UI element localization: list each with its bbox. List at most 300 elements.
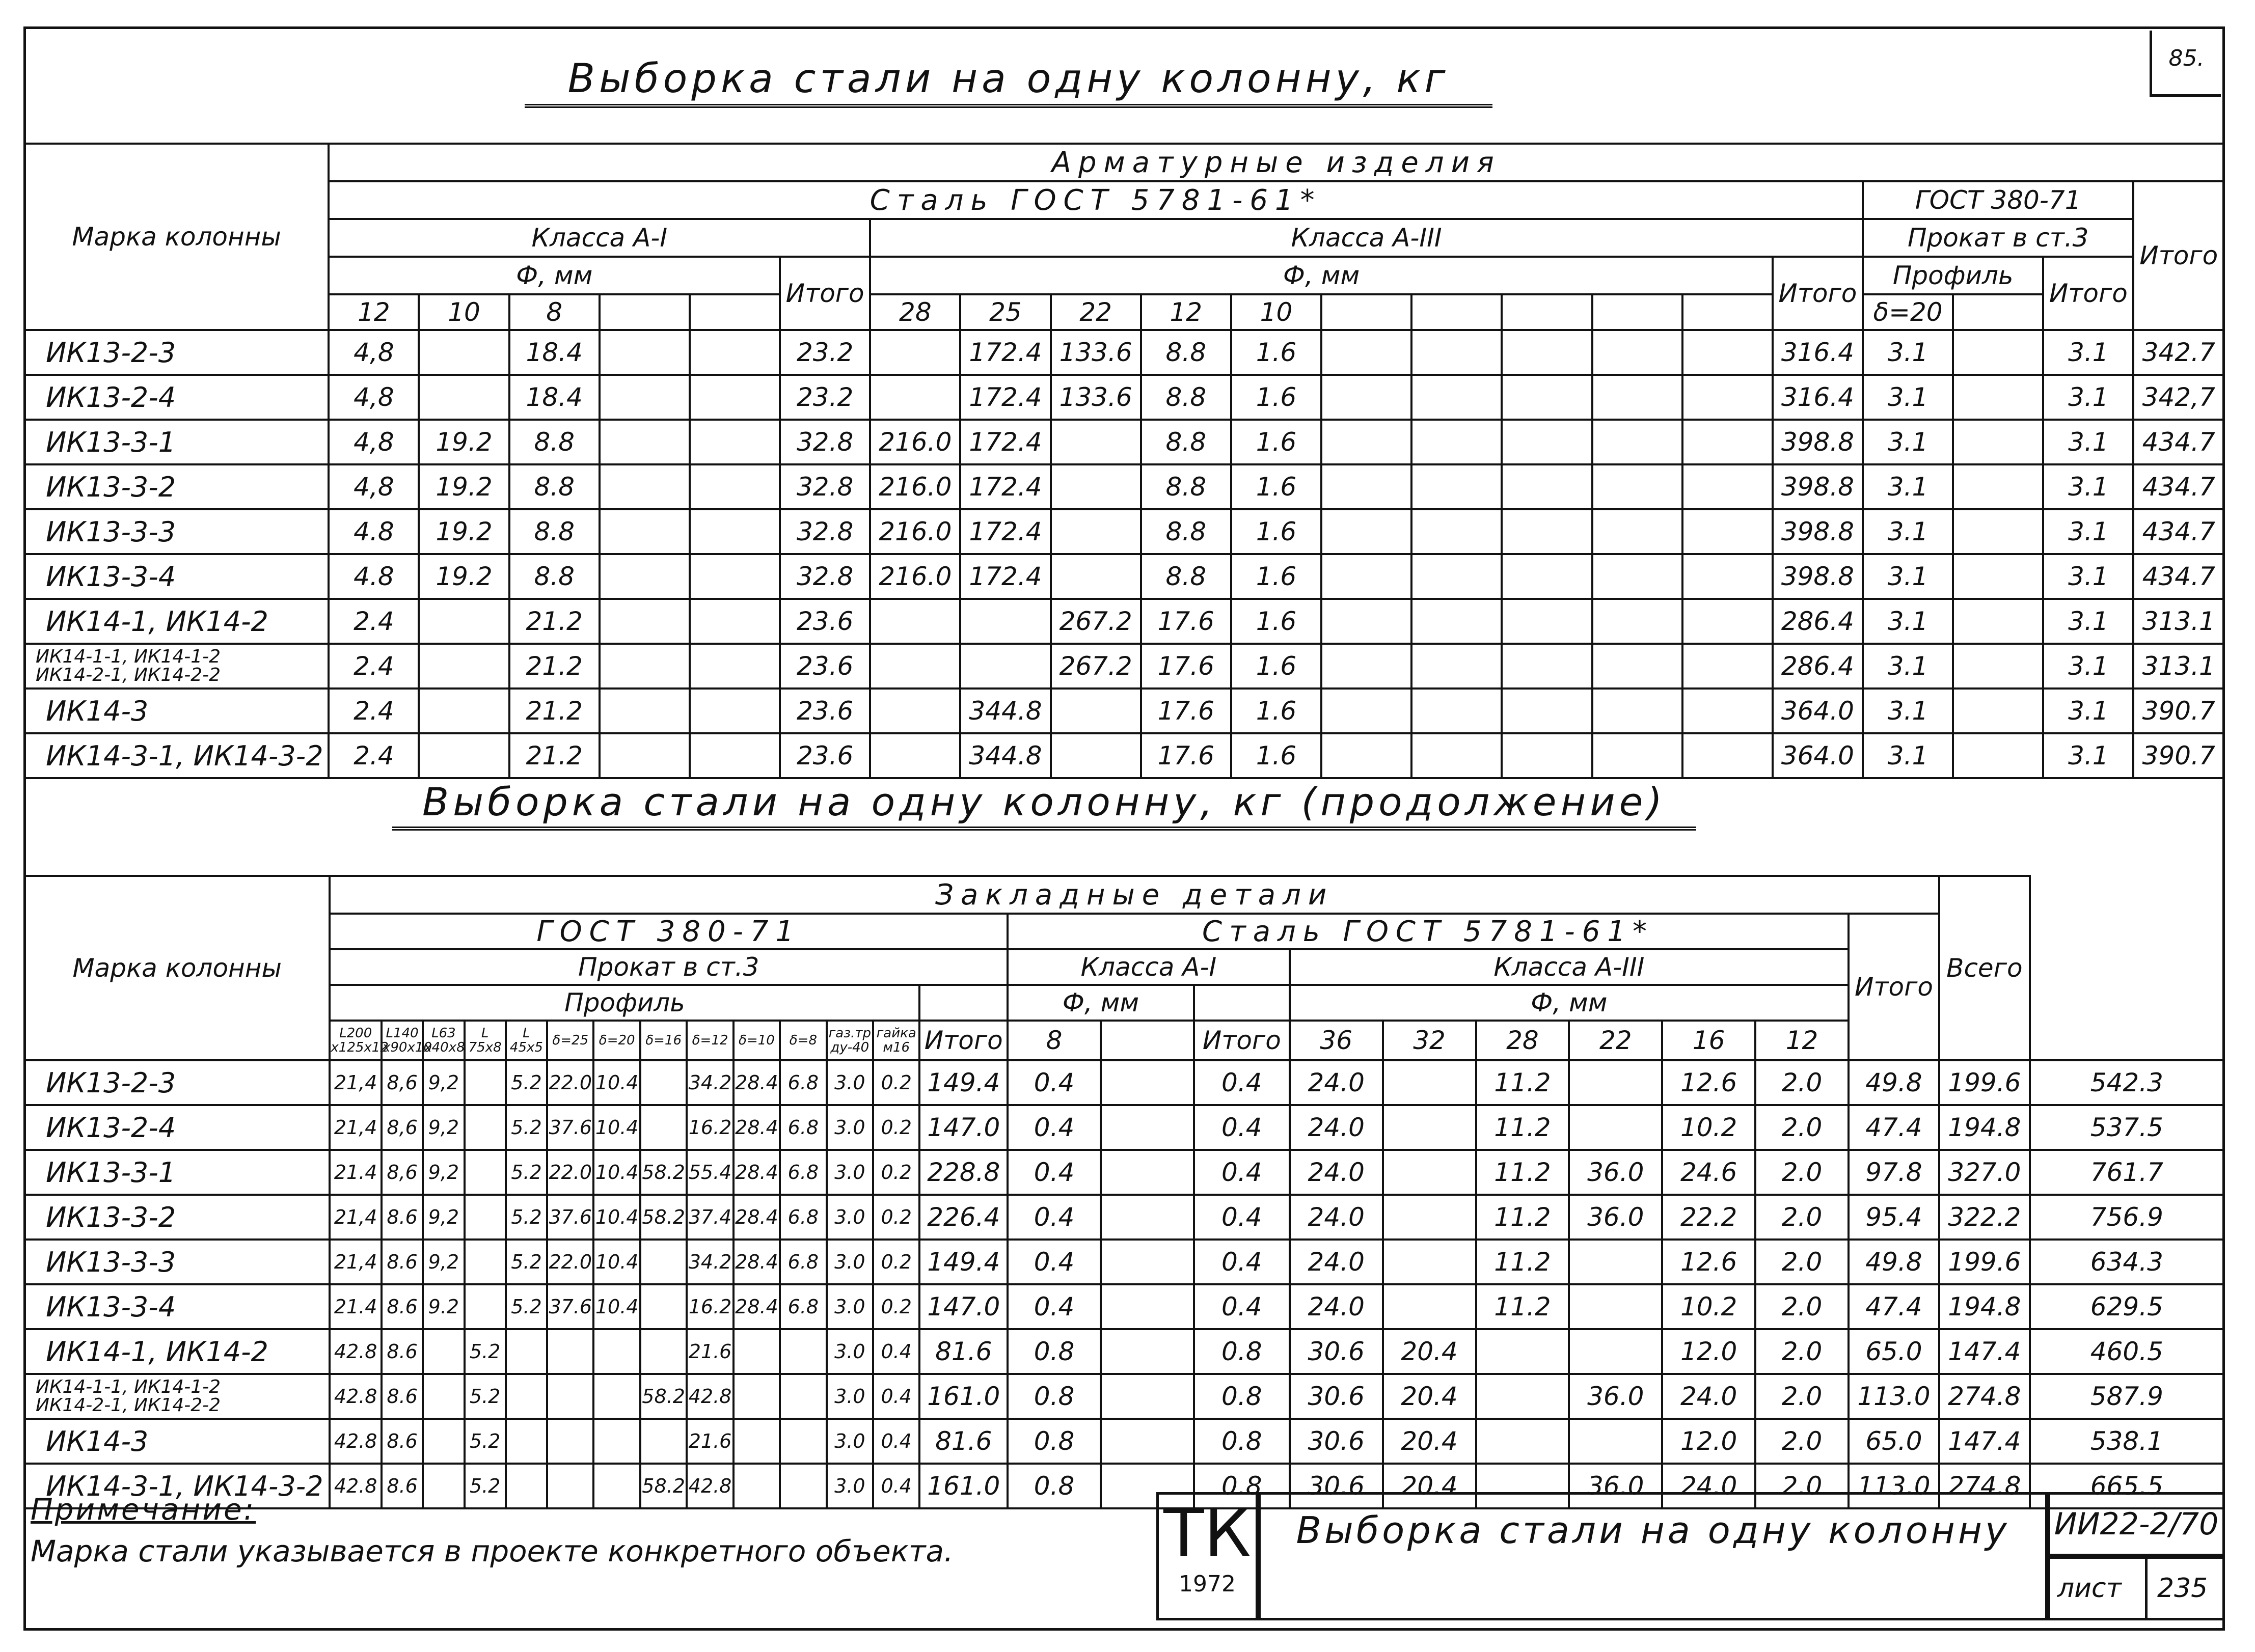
thickness-col: δ=20	[1863, 294, 1953, 330]
value-cell	[870, 330, 960, 375]
profile-col: δ=20	[593, 1021, 640, 1060]
value-cell: 20.4	[1383, 1419, 1476, 1464]
value-cell: 4.8	[329, 554, 419, 599]
value-cell	[600, 420, 690, 464]
profile-col: δ=12	[687, 1021, 733, 1060]
mark-column-header: Марка колонны	[24, 144, 329, 330]
value-cell: 19.2	[419, 464, 509, 509]
subtotal-cell: 161.0	[919, 1374, 1008, 1419]
subtotal-cell: 398.8	[1773, 509, 1863, 554]
row-mark: ИК13-3-2	[24, 1195, 330, 1240]
value-cell	[593, 1374, 640, 1419]
value-cell: 21.2	[509, 689, 600, 733]
value-cell	[1051, 689, 1141, 733]
value-cell	[1502, 689, 1592, 733]
value-cell: 5.2	[506, 1150, 547, 1195]
value-cell: 28.4	[733, 1060, 780, 1105]
prokat-header: Прокат в ст.3	[1863, 219, 2133, 257]
subtotal-cell: 194.8	[1939, 1105, 2030, 1150]
value-cell: 22.2	[1662, 1195, 1755, 1240]
value-cell: 24.0	[1662, 1464, 1755, 1508]
table-row	[24, 375, 2224, 420]
value-cell: 267.2	[1051, 599, 1141, 644]
value-cell: 0.2	[873, 1195, 919, 1240]
value-cell: 16.2	[687, 1105, 733, 1150]
steel-standard-header: Сталь ГОСТ 5781-61*	[1008, 914, 1849, 949]
value-cell: 37.6	[547, 1195, 593, 1240]
subtotal-cell: 398.8	[1773, 554, 1863, 599]
value-cell: 11.2	[1476, 1150, 1569, 1195]
grand-total-header: Всего	[1939, 876, 2030, 1060]
value-cell	[1953, 464, 2043, 509]
profile-col: δ=10	[733, 1021, 780, 1060]
subtotal-cell: 228.8	[919, 1150, 1008, 1195]
value-cell	[465, 1105, 506, 1150]
diameter-col: 8	[509, 294, 600, 330]
total-cell: 390.7	[2133, 733, 2224, 778]
value-cell: 3.0	[827, 1374, 873, 1419]
value-cell	[1592, 599, 1682, 644]
value-cell: 3.1	[1863, 733, 1953, 778]
value-cell: 216.0	[870, 420, 960, 464]
value-cell	[1476, 1374, 1569, 1419]
table-row	[24, 1374, 2224, 1419]
subtotal-cell: 113.0	[1849, 1374, 1939, 1419]
value-cell: 20.4	[1383, 1374, 1476, 1419]
class-a1-header: Класса А-I	[1008, 949, 1290, 985]
diameter-col: 8	[1008, 1021, 1101, 1060]
value-cell	[1592, 733, 1682, 778]
value-cell: 24.0	[1662, 1374, 1755, 1419]
value-cell	[1411, 554, 1502, 599]
subtotal-cell: 23.6	[780, 733, 870, 778]
value-cell	[465, 1240, 506, 1284]
value-cell	[1476, 1329, 1569, 1374]
total-cell: 538.1	[2030, 1419, 2224, 1464]
value-cell	[1502, 599, 1592, 644]
value-cell	[870, 644, 960, 689]
value-cell: 42.8	[687, 1464, 733, 1508]
row-mark: ИК13-3-1	[24, 420, 329, 464]
empty-cell	[1194, 985, 1290, 1021]
value-cell	[640, 1240, 687, 1284]
diameter-col: 28	[870, 294, 960, 330]
value-cell: 21.4	[330, 1284, 382, 1329]
subtotal-cell: 3.1	[2043, 644, 2133, 689]
drawing-code: ИИ22-2/70	[2048, 1492, 2225, 1556]
value-cell: 8,6	[382, 1150, 423, 1195]
subtotal-cell: 49.8	[1849, 1060, 1939, 1105]
value-cell	[1953, 599, 2043, 644]
total-cell: 434.7	[2133, 420, 2224, 464]
value-cell: 9,2	[423, 1150, 464, 1195]
prokat-header: Прокат в ст.3	[330, 949, 1008, 985]
total-cell: 634.3	[2030, 1240, 2224, 1284]
value-cell: 0.2	[873, 1284, 919, 1329]
value-cell	[1953, 644, 2043, 689]
value-cell: 10.2	[1662, 1105, 1755, 1150]
value-cell: 12.6	[1662, 1060, 1755, 1105]
value-cell: 30.6	[1290, 1464, 1383, 1508]
value-cell: 5.2	[506, 1195, 547, 1240]
row-mark: ИК14-3	[24, 689, 329, 733]
value-cell: 2.0	[1755, 1464, 1849, 1508]
value-cell: 0.4	[1008, 1195, 1101, 1240]
value-cell: 6.8	[780, 1195, 826, 1240]
value-cell	[600, 375, 690, 420]
table-title-1: Выборка стали на одну колонну, кг	[525, 56, 1492, 108]
subtotal-header: Итого	[1773, 257, 1863, 330]
value-cell: 4.8	[329, 509, 419, 554]
value-cell: 8.8	[1141, 509, 1231, 554]
value-cell	[1321, 733, 1411, 778]
value-cell	[506, 1374, 547, 1419]
value-cell	[1101, 1419, 1194, 1464]
diameter-col: 10	[1231, 294, 1321, 330]
sheet-number-box	[2048, 1556, 2225, 1620]
profile-col: L 75x8	[465, 1021, 506, 1060]
value-cell: 172.4	[960, 375, 1050, 420]
subtotal-cell: 0.4	[1194, 1240, 1290, 1284]
value-cell	[1592, 375, 1682, 420]
total-cell: 313.1	[2133, 644, 2224, 689]
value-cell: 21.6	[687, 1419, 733, 1464]
subtotal-cell: 147.4	[1939, 1419, 2030, 1464]
total-cell: 434.7	[2133, 509, 2224, 554]
subtotal-cell: 3.1	[2043, 599, 2133, 644]
table-title-2: Выборка стали на одну колонну, кг (продолжение)	[392, 779, 1696, 831]
value-cell: 0.8	[1008, 1464, 1101, 1508]
table-row	[24, 644, 2224, 689]
value-cell: 3.1	[1863, 644, 1953, 689]
value-cell: 0.4	[873, 1419, 919, 1464]
gost-header: ГОСТ 380-71	[330, 914, 1008, 949]
value-cell: 1.6	[1231, 330, 1321, 375]
value-cell	[600, 733, 690, 778]
table-row	[24, 599, 2224, 644]
diameter-header: Ф, мм	[870, 257, 1773, 294]
value-cell: 21.2	[509, 644, 600, 689]
value-cell: 10.4	[593, 1060, 640, 1105]
value-cell: 5.2	[506, 1105, 547, 1150]
value-cell: 0.4	[873, 1464, 919, 1508]
row-mark: ИК14-3-1, ИК14-3-2	[24, 1464, 330, 1508]
value-cell	[780, 1329, 826, 1374]
value-cell: 11.2	[1476, 1195, 1569, 1240]
table-row	[24, 330, 2224, 375]
value-cell: 172.4	[960, 464, 1050, 509]
value-cell	[1953, 330, 2043, 375]
value-cell: 10.4	[593, 1105, 640, 1150]
table-row	[24, 1419, 2224, 1464]
value-cell: 34.2	[687, 1240, 733, 1284]
value-cell	[690, 689, 780, 733]
value-cell: 8.6	[382, 1329, 423, 1374]
diameter-col	[1682, 294, 1773, 330]
value-cell: 133.6	[1051, 375, 1141, 420]
value-cell	[1411, 464, 1502, 509]
table-row	[24, 420, 2224, 464]
value-cell	[1321, 689, 1411, 733]
subtotal-cell: 32.8	[780, 464, 870, 509]
subtotal-cell: 0.4	[1194, 1060, 1290, 1105]
row-mark: ИК13-3-3	[24, 509, 329, 554]
value-cell	[1502, 464, 1592, 509]
row-mark: ИК13-3-3	[24, 1240, 330, 1284]
diameter-col	[1592, 294, 1682, 330]
total-cell: 756.9	[2030, 1195, 2224, 1240]
value-cell: 42.8	[330, 1374, 382, 1419]
subtotal-cell: 147.4	[1939, 1329, 2030, 1374]
value-cell: 1.6	[1231, 464, 1321, 509]
value-cell: 16.2	[687, 1284, 733, 1329]
value-cell	[1569, 1060, 1662, 1105]
group-header: Арматурные изделия	[329, 144, 2224, 181]
total-cell: 665.5	[2030, 1464, 2224, 1508]
value-cell	[1502, 644, 1592, 689]
total-cell: 313.1	[2133, 599, 2224, 644]
diameter-col: 12	[1141, 294, 1231, 330]
value-cell: 2.0	[1755, 1419, 1849, 1464]
value-cell	[1321, 644, 1411, 689]
class-a3-header: Класса А-III	[870, 219, 1863, 257]
value-cell: 8.8	[509, 464, 600, 509]
value-cell: 28.4	[733, 1150, 780, 1195]
value-cell	[1411, 420, 1502, 464]
profile-col: L200 x125x12	[330, 1021, 382, 1060]
value-cell	[690, 599, 780, 644]
value-cell: 22.0	[547, 1240, 593, 1284]
value-cell	[1682, 689, 1773, 733]
total-cell: 342,7	[2133, 375, 2224, 420]
value-cell	[1383, 1284, 1476, 1329]
value-cell: 1.6	[1231, 689, 1321, 733]
value-cell: 17.6	[1141, 733, 1231, 778]
value-cell: 8.8	[509, 554, 600, 599]
subtotal-cell: 3.1	[2043, 330, 2133, 375]
value-cell	[1569, 1240, 1662, 1284]
value-cell: 2.4	[329, 644, 419, 689]
value-cell	[1953, 733, 2043, 778]
value-cell	[1383, 1240, 1476, 1284]
value-cell: 8.6	[382, 1464, 423, 1508]
diameter-col: 22	[1051, 294, 1141, 330]
diameter-header: Ф, мм	[329, 257, 780, 294]
value-cell: 0.4	[1008, 1240, 1101, 1284]
value-cell: 0.8	[1008, 1419, 1101, 1464]
value-cell: 9,2	[423, 1195, 464, 1240]
value-cell: 3.1	[1863, 420, 1953, 464]
value-cell: 21.2	[509, 733, 600, 778]
value-cell	[1682, 464, 1773, 509]
value-cell: 11.2	[1476, 1284, 1569, 1329]
value-cell	[419, 330, 509, 375]
value-cell	[1953, 375, 2043, 420]
value-cell: 8,6	[382, 1060, 423, 1105]
total-cell: 629.5	[2030, 1284, 2224, 1329]
value-cell	[1321, 420, 1411, 464]
diameter-col: 28	[1476, 1021, 1569, 1060]
value-cell	[1051, 554, 1141, 599]
value-cell	[1321, 330, 1411, 375]
value-cell: 0.2	[873, 1105, 919, 1150]
value-cell	[1411, 689, 1502, 733]
subtotal-cell: 364.0	[1773, 733, 1863, 778]
value-cell	[690, 330, 780, 375]
value-cell	[419, 689, 509, 733]
total-cell: 390.7	[2133, 689, 2224, 733]
subtotal-cell: 23.6	[780, 644, 870, 689]
value-cell: 30.6	[1290, 1329, 1383, 1374]
value-cell	[1592, 330, 1682, 375]
value-cell	[1101, 1195, 1194, 1240]
total-header: Итого	[2133, 181, 2224, 330]
subtotal-cell: 32.8	[780, 554, 870, 599]
value-cell	[1051, 420, 1141, 464]
value-cell: 12.6	[1662, 1240, 1755, 1284]
value-cell: 3.0	[827, 1240, 873, 1284]
diameter-col	[1411, 294, 1502, 330]
diameter-col: 10	[419, 294, 509, 330]
profile-col: L 45x5	[506, 1021, 547, 1060]
value-cell: 21,4	[330, 1060, 382, 1105]
value-cell	[1592, 509, 1682, 554]
note-title: Примечание:	[31, 1492, 256, 1527]
value-cell: 267.2	[1051, 644, 1141, 689]
value-cell: 30.6	[1290, 1374, 1383, 1419]
table-row	[24, 733, 2224, 778]
subtotal-cell: 199.6	[1939, 1240, 2030, 1284]
value-cell: 8.6	[382, 1419, 423, 1464]
value-cell: 3.0	[827, 1150, 873, 1195]
value-cell	[1051, 509, 1141, 554]
value-cell: 6.8	[780, 1284, 826, 1329]
mark-column-header: Марка колонны	[24, 876, 330, 1060]
subtotal-cell: 147.0	[919, 1284, 1008, 1329]
value-cell: 10.2	[1662, 1284, 1755, 1329]
value-cell	[780, 1419, 826, 1464]
value-cell: 17.6	[1141, 599, 1231, 644]
value-cell: 37.6	[547, 1105, 593, 1150]
table-row	[24, 689, 2224, 733]
value-cell: 24.0	[1290, 1150, 1383, 1195]
value-cell: 36.0	[1569, 1464, 1662, 1508]
subtotal-cell: 3.1	[2043, 554, 2133, 599]
value-cell: 36.0	[1569, 1374, 1662, 1419]
total-cell: 434.7	[2133, 464, 2224, 509]
value-cell	[870, 375, 960, 420]
value-cell: 1.6	[1231, 554, 1321, 599]
diameter-col	[600, 294, 690, 330]
profile-col: L63 x40x8	[423, 1021, 464, 1060]
subtotal-cell: 322.2	[1939, 1195, 2030, 1240]
value-cell: 19.2	[419, 509, 509, 554]
value-cell: 216.0	[870, 509, 960, 554]
total-cell: 542.3	[2030, 1060, 2224, 1105]
value-cell	[419, 644, 509, 689]
value-cell: 3.1	[1863, 509, 1953, 554]
value-cell	[1569, 1284, 1662, 1329]
value-cell: 58.2	[640, 1464, 687, 1508]
value-cell	[419, 733, 509, 778]
total-cell: 761.7	[2030, 1150, 2224, 1195]
row-mark: ИК14-1, ИК14-2	[24, 599, 329, 644]
value-cell: 17.6	[1141, 689, 1231, 733]
value-cell	[465, 1150, 506, 1195]
diameter-col	[1321, 294, 1411, 330]
value-cell	[870, 599, 960, 644]
value-cell	[1383, 1060, 1476, 1105]
value-cell: 24.6	[1662, 1150, 1755, 1195]
subtotal-cell: 286.4	[1773, 599, 1863, 644]
value-cell: 28.4	[733, 1240, 780, 1284]
value-cell	[1101, 1284, 1194, 1329]
value-cell: 10.4	[593, 1195, 640, 1240]
value-cell	[1953, 689, 2043, 733]
subtotal-cell: 23.2	[780, 330, 870, 375]
value-cell: 19.2	[419, 554, 509, 599]
row-mark: ИК13-3-4	[24, 1284, 330, 1329]
diameter-col: 16	[1662, 1021, 1755, 1060]
value-cell	[1101, 1329, 1194, 1374]
value-cell	[1051, 733, 1141, 778]
value-cell: 0.4	[1008, 1284, 1101, 1329]
value-cell	[1569, 1105, 1662, 1150]
stamp-year: 1972	[1179, 1571, 1236, 1597]
profile-col: δ=25	[547, 1021, 593, 1060]
sheet-label: лист	[2057, 1573, 2122, 1604]
value-cell	[1051, 464, 1141, 509]
value-cell	[600, 509, 690, 554]
value-cell: 6.8	[780, 1150, 826, 1195]
value-cell	[960, 644, 1050, 689]
value-cell	[1502, 509, 1592, 554]
row-mark: ИК14-3-1, ИК14-3-2	[24, 733, 329, 778]
value-cell: 17.6	[1141, 644, 1231, 689]
value-cell: 12.0	[1662, 1329, 1755, 1374]
diameter-col	[690, 294, 780, 330]
value-cell: 8.8	[1141, 330, 1231, 375]
value-cell	[547, 1374, 593, 1419]
value-cell	[465, 1195, 506, 1240]
value-cell	[1411, 644, 1502, 689]
profile-col: L140 x90x10	[382, 1021, 423, 1060]
value-cell: 10.4	[593, 1240, 640, 1284]
subtotal-cell: 0.8	[1194, 1419, 1290, 1464]
value-cell	[1101, 1105, 1194, 1150]
value-cell	[1682, 644, 1773, 689]
value-cell: 6.8	[780, 1060, 826, 1105]
value-cell	[1682, 330, 1773, 375]
subtotal-cell: 364.0	[1773, 689, 1863, 733]
value-cell: 4,8	[329, 420, 419, 464]
value-cell	[593, 1419, 640, 1464]
subtotal-cell: 95.4	[1849, 1195, 1939, 1240]
value-cell: 19.2	[419, 420, 509, 464]
profile-col: δ=16	[640, 1021, 687, 1060]
subtotal-cell: 49.8	[1849, 1240, 1939, 1284]
value-cell: 22.0	[547, 1150, 593, 1195]
value-cell: 2.4	[329, 689, 419, 733]
value-cell: 3.0	[827, 1284, 873, 1329]
subtotal-cell: 398.8	[1773, 464, 1863, 509]
subtotal-cell: 161.0	[919, 1464, 1008, 1508]
value-cell	[1383, 1150, 1476, 1195]
subtotal-cell: 274.8	[1939, 1374, 2030, 1419]
value-cell: 24.0	[1290, 1284, 1383, 1329]
value-cell	[1321, 554, 1411, 599]
subtotal-cell: 398.8	[1773, 420, 1863, 464]
